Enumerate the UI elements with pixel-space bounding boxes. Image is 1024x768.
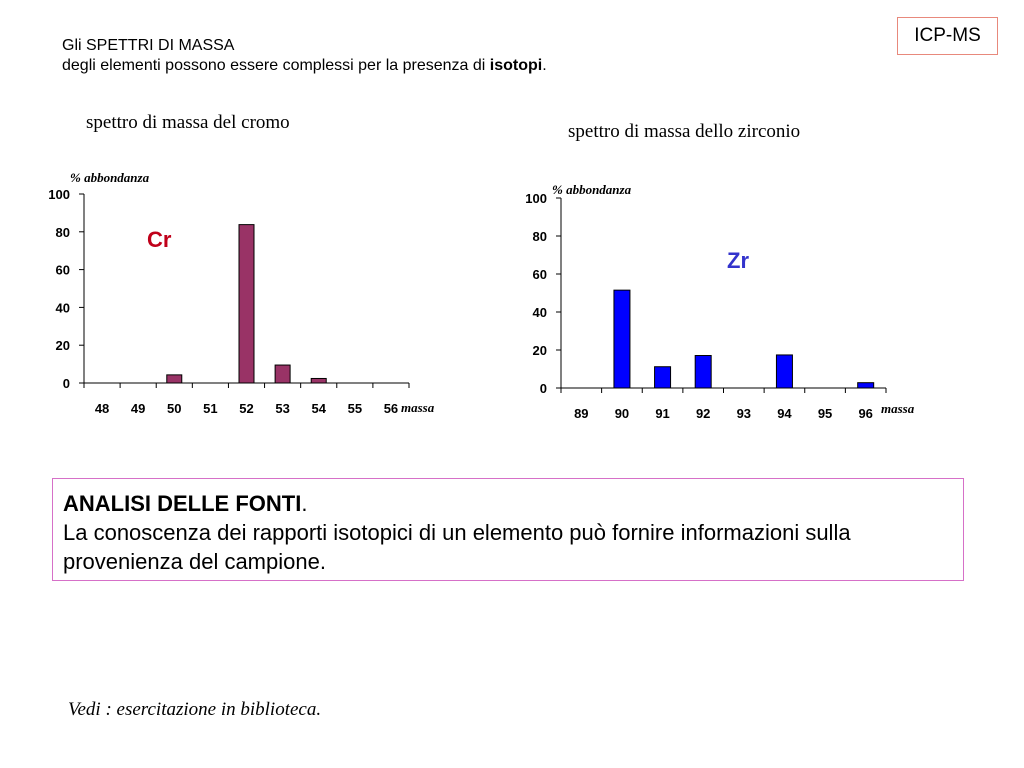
chart-1-y-tick-label: 20 — [532, 343, 547, 358]
chart-title-cromo: spettro di massa del cromo — [86, 112, 290, 133]
analysis-body: La conoscenza dei rapporti isotopici di un elemento può fornire informazioni sulla provenienza del campione. — [63, 520, 851, 574]
chart-0-x-tick-label: 55 — [347, 401, 363, 416]
chart-0-element-label: Cr — [147, 227, 172, 252]
chart-0-bar-52 — [239, 225, 254, 383]
chart-1-y-tick-label: 100 — [525, 191, 547, 206]
chart-1-x-tick-label: 95 — [817, 406, 833, 421]
intro-isotopi: isotopi — [489, 57, 543, 74]
chart-title-zirconio: spettro di massa dello zirconio — [568, 121, 801, 142]
chart-1-x-tick-label: 90 — [614, 406, 630, 421]
chart-0-y-tick-label: 80 — [55, 224, 70, 240]
chart-1-y-tick-label: 0 — [539, 381, 547, 396]
chart-0-x-tick-label: 56 — [383, 401, 399, 416]
footnote: Vedi : esercitazione in biblioteca. — [68, 699, 322, 720]
chart-1-y-tick-label: 60 — [532, 267, 547, 282]
chart-0-y-tick-label: 60 — [55, 262, 70, 278]
chart-0-x-tick-label: 48 — [94, 401, 110, 416]
icp-ms-badge: ICP-MS — [897, 17, 998, 55]
chart-0-x-tick-label: 52 — [239, 401, 254, 416]
chart-0-bar-53 — [275, 365, 290, 383]
chart-1-x-tick-label: 93 — [736, 406, 752, 421]
chart-0-y-tick-label: 100 — [48, 187, 70, 202]
chart-1-y-axis-label: % abbondanza — [552, 182, 632, 197]
chart-0-x-axis-label: massa — [401, 400, 435, 415]
analysis-heading-suffix: . — [301, 491, 308, 516]
chart-1-x-tick-label: 92 — [695, 406, 711, 421]
intro-line-2-suffix: . — [542, 57, 547, 74]
chart-0-x-tick-label: 50 — [167, 401, 182, 416]
chart-0-y-tick-label: 20 — [55, 338, 70, 354]
chart-1-bar-91 — [655, 367, 671, 388]
chart-0-x-tick-label: 54 — [311, 401, 326, 416]
analysis-heading-line — [63, 489, 953, 518]
chart-1-x-tick-label: 94 — [777, 406, 792, 421]
chart-1-y-tick-label: 40 — [532, 305, 547, 320]
chart-1-bar-94 — [776, 355, 792, 388]
chart-0-y-tick-label: 0 — [62, 376, 70, 391]
chart-1-bar-90 — [614, 290, 630, 388]
chart-1-bar-92 — [695, 356, 711, 388]
chart-0-bar-50 — [167, 375, 182, 383]
chart-0-y-axis-label: % abbondanza — [70, 170, 150, 185]
chart-0-x-tick-label: 53 — [275, 401, 290, 416]
chart-0-y-tick-label: 40 — [55, 300, 70, 316]
intro-line-2-prefix: degli elementi possono essere complessi per la presenza di — [62, 57, 490, 74]
chart-1-x-tick-label: 91 — [655, 406, 670, 421]
intro-line-1: Gli SPETTRI DI MASSA — [62, 37, 235, 54]
chart-1-x-tick-label: 89 — [574, 406, 589, 421]
chart-1-y-tick-label: 80 — [532, 229, 547, 244]
analysis-heading: ANALISI DELLE FONTI — [63, 491, 302, 516]
chart-1-x-axis-label: massa — [881, 401, 915, 416]
chart-0-x-tick-label: 49 — [130, 401, 146, 416]
analysis-box — [52, 478, 964, 581]
chart-0-bar-54 — [311, 378, 326, 383]
chart-0-x-tick-label: 51 — [203, 401, 218, 416]
chart-1-element-label: Zr — [727, 248, 749, 273]
chart-1-bar-96 — [858, 383, 874, 388]
chart-1-x-tick-label: 96 — [858, 406, 873, 421]
